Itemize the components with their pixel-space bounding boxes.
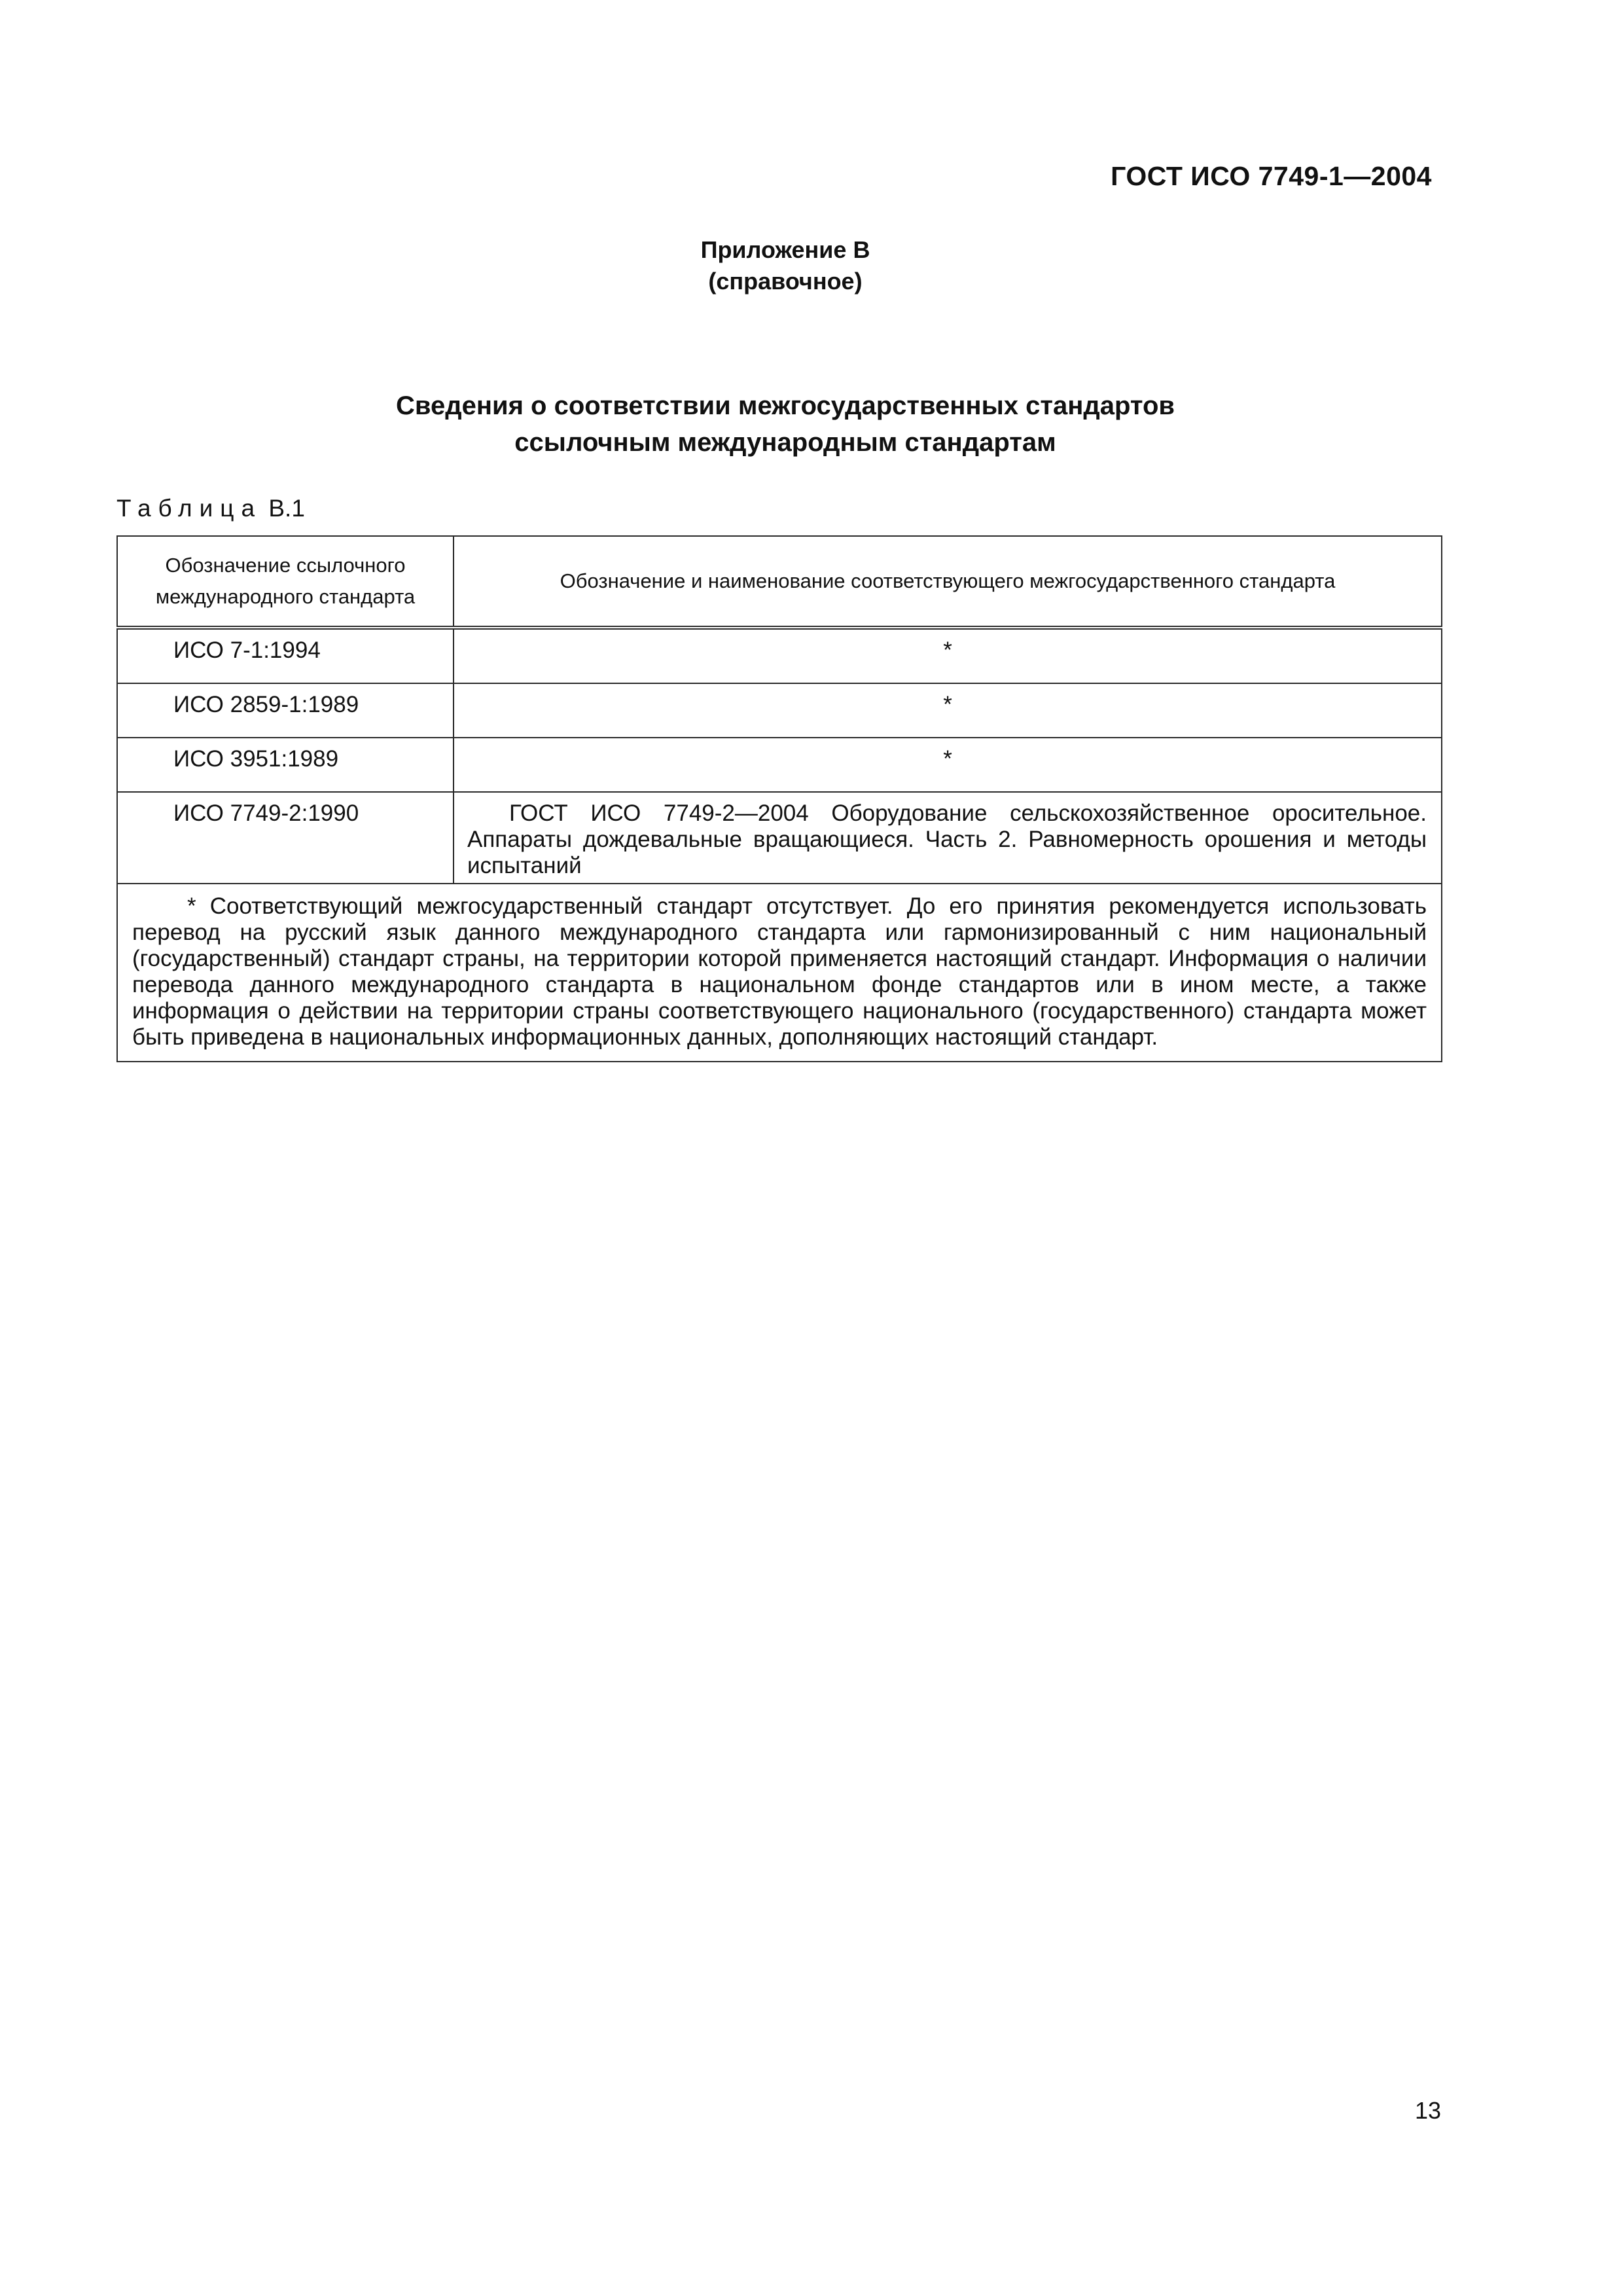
annex-title: Приложение В [700,236,870,263]
reference-standard-cell: ИСО 2859-1:1989 [117,683,454,738]
section-title-line-1: Сведения о соответствии межгосударственных стандартов [396,391,1175,420]
table-row [117,683,1442,738]
table-row [117,792,1442,884]
correspondence-table [116,535,1442,1062]
table-row [117,628,1442,683]
section-title [0,387,1571,461]
table-footnote-cell [117,884,1442,1062]
table-caption-word: Таблица [116,495,262,522]
interstate-standard-cell: * [454,738,1442,792]
table-footnote: * Соответствующий межгосударственный стандарт отсутствует. До его принятия рекомендуется использовать перевод на русский язык данного международного стандарта или гармонизированный с ним национальный (государственный) стандарт страны, на территории которой применяется настоящий стандарт. Информация о наличии перевода данного международного стандарта в национальном фонде стандартов или в ином месте, а также информация о действии на территории страны соответствующего национального (государственного) стандарта может быть приведена в национальных информационных данных, дополняющих настоящий стандарт. [132,893,1427,1050]
interstate-standard-cell: * [454,683,1442,738]
reference-standard-cell: ИСО 7-1:1994 [117,628,454,683]
table-header-row [117,536,1442,628]
page-number: 13 [1414,2097,1441,2124]
table-footnote-row [117,884,1442,1062]
header-reference-standard: Обозначение ссылочного международного стандарта [117,536,454,628]
table-caption [116,495,305,522]
table-caption-number: В.1 [268,495,305,522]
document-code: ГОСТ ИСО 7749-1—2004 [1111,161,1432,191]
annex-heading [0,234,1571,297]
annex-subtitle: (справочное) [708,268,863,295]
section-title-line-2: ссылочным международным стандартам [514,428,1056,457]
reference-standard-cell: ИСО 3951:1989 [117,738,454,792]
header-interstate-standard: Обозначение и наименование соответствующего межгосударственного стандарта [454,536,1442,628]
reference-standard-cell: ИСО 7749-2:1990 [117,792,454,884]
interstate-standard-cell [454,792,1442,884]
interstate-standard-text: ГОСТ ИСО 7749-2—2004 Оборудование сельскохозяйственное оросительное. Аппараты дождевальные вращающиеся. Часть 2. Равномерность орошения и методы испытаний [467,800,1427,878]
table-row [117,738,1442,792]
interstate-standard-cell: * [454,628,1442,683]
